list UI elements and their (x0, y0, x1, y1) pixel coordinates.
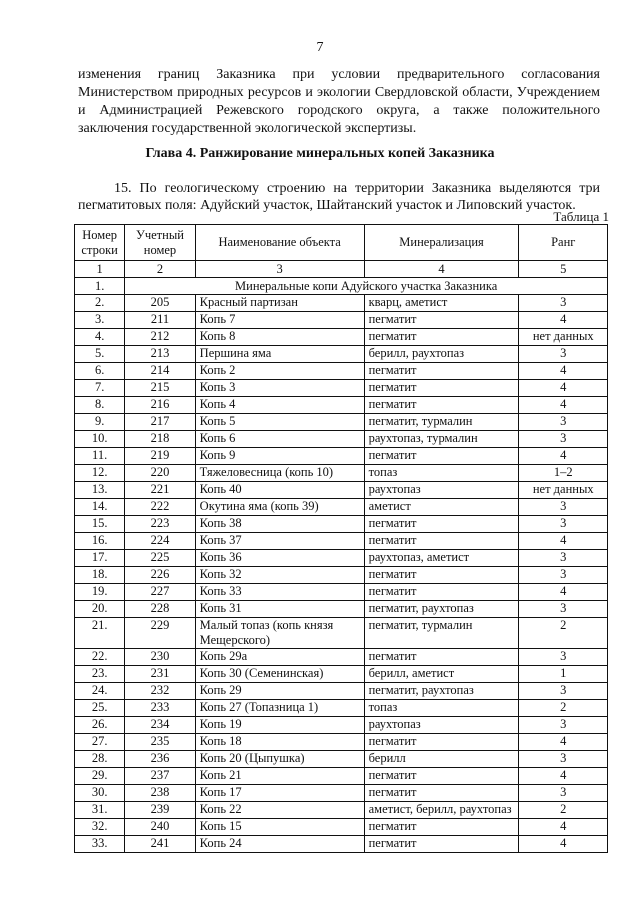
mineralization-cell: пегматит (364, 363, 519, 380)
row-number-cell: 30. (75, 785, 125, 802)
object-name-cell: Копь 29 (195, 683, 364, 700)
row-number-cell: 2. (75, 295, 125, 312)
rank-cell: 2 (519, 618, 608, 649)
mineralization-cell: кварц, аметист (364, 295, 519, 312)
table-row (75, 516, 608, 533)
object-name-cell: Копь 8 (195, 329, 364, 346)
object-name-cell: Копь 21 (195, 768, 364, 785)
row-number-cell: 23. (75, 666, 125, 683)
rank-cell: 3 (519, 785, 608, 802)
account-number-cell: 235 (125, 734, 195, 751)
header-object-name: Наименование объекта (195, 225, 364, 261)
row-number-cell: 13. (75, 482, 125, 499)
mineralization-cell: пегматит, турмалин (364, 414, 519, 431)
section-row-title: Минеральные копи Адуйского участка Заказника (125, 278, 608, 295)
mineralization-cell: пегматит, раухтопаз (364, 683, 519, 700)
account-number-cell: 230 (125, 649, 195, 666)
mineralization-cell: пегматит, раухтопаз (364, 601, 519, 618)
row-number-cell: 20. (75, 601, 125, 618)
table-row (75, 584, 608, 601)
row-number-cell: 12. (75, 465, 125, 482)
index-cell: 3 (195, 261, 364, 278)
rank-cell: 3 (519, 601, 608, 618)
mineralization-cell: аметист (364, 499, 519, 516)
rank-cell: 4 (519, 734, 608, 751)
index-cell: 4 (364, 261, 519, 278)
row-number-cell: 33. (75, 836, 125, 853)
account-number-cell: 205 (125, 295, 195, 312)
rank-cell: 4 (519, 380, 608, 397)
rank-cell: 1 (519, 666, 608, 683)
account-number-cell: 218 (125, 431, 195, 448)
mines-table (74, 224, 608, 853)
mineralization-cell: пегматит (364, 448, 519, 465)
mineralization-cell: топаз (364, 700, 519, 717)
mineralization-cell: берилл (364, 751, 519, 768)
row-number-cell: 8. (75, 397, 125, 414)
account-number-cell: 223 (125, 516, 195, 533)
rank-cell: 2 (519, 802, 608, 819)
object-name-cell: Копь 17 (195, 785, 364, 802)
rank-cell: 4 (519, 584, 608, 601)
table-row (75, 785, 608, 802)
account-number-cell: 216 (125, 397, 195, 414)
object-name-cell: Копь 31 (195, 601, 364, 618)
rank-cell: 3 (519, 751, 608, 768)
mineralization-cell: пегматит (364, 819, 519, 836)
account-number-cell: 241 (125, 836, 195, 853)
table-row (75, 802, 608, 819)
table-row (75, 397, 608, 414)
table-row (75, 482, 608, 499)
object-name-cell: Копь 32 (195, 567, 364, 584)
table-row (75, 683, 608, 700)
index-cell: 1 (75, 261, 125, 278)
table-row (75, 666, 608, 683)
row-number-cell: 9. (75, 414, 125, 431)
table-row (75, 768, 608, 785)
table-header (75, 225, 608, 295)
row-number-cell: 28. (75, 751, 125, 768)
mineralization-cell: пегматит, турмалин (364, 618, 519, 649)
object-name-cell: Копь 20 (Цыпушка) (195, 751, 364, 768)
mineralization-cell: пегматит (364, 734, 519, 751)
row-number-cell: 29. (75, 768, 125, 785)
object-name-cell: Копь 40 (195, 482, 364, 499)
table-row (75, 499, 608, 516)
mineralization-cell: пегматит (364, 836, 519, 853)
object-name-cell: Малый топаз (копь князя Мещерского) (195, 618, 364, 649)
rank-cell: 3 (519, 499, 608, 516)
mineralization-cell: раухтопаз (364, 482, 519, 499)
table-row (75, 618, 608, 649)
mineralization-cell: топаз (364, 465, 519, 482)
mineralization-cell: пегматит (364, 312, 519, 329)
rank-cell: 2 (519, 700, 608, 717)
section-row-number: 1. (75, 278, 125, 295)
rank-cell: 4 (519, 448, 608, 465)
rank-cell: нет данных (519, 482, 608, 499)
rank-cell: 3 (519, 683, 608, 700)
row-number-cell: 27. (75, 734, 125, 751)
rank-cell: 4 (519, 363, 608, 380)
account-number-cell: 225 (125, 550, 195, 567)
row-number-cell: 14. (75, 499, 125, 516)
page-number: 7 (316, 40, 324, 55)
rank-cell: нет данных (519, 329, 608, 346)
mineralization-cell: аметист, берилл, раухтопаз (364, 802, 519, 819)
account-number-cell: 211 (125, 312, 195, 329)
object-name-cell: Копь 15 (195, 819, 364, 836)
mineralization-cell: пегматит (364, 533, 519, 550)
mineralization-cell: пегматит (364, 380, 519, 397)
table-row (75, 836, 608, 853)
account-number-cell: 213 (125, 346, 195, 363)
account-number-cell: 219 (125, 448, 195, 465)
account-number-cell: 233 (125, 700, 195, 717)
account-number-cell: 238 (125, 785, 195, 802)
row-number-cell: 21. (75, 618, 125, 649)
account-number-cell: 236 (125, 751, 195, 768)
object-name-cell: Копь 9 (195, 448, 364, 465)
object-name-cell: Копь 38 (195, 516, 364, 533)
chapter-title: Глава 4. Ранжирование минеральных копей Заказника (145, 146, 495, 161)
table-caption: Таблица 1 (553, 209, 609, 224)
rank-cell: 3 (519, 346, 608, 363)
mineralization-cell: раухтопаз, турмалин (364, 431, 519, 448)
account-number-cell: 237 (125, 768, 195, 785)
mineralization-cell: пегматит (364, 584, 519, 601)
table-row (75, 734, 608, 751)
rank-cell: 4 (519, 836, 608, 853)
mineralization-cell: пегматит (364, 768, 519, 785)
account-number-cell: 222 (125, 499, 195, 516)
table-row (75, 751, 608, 768)
rank-cell: 1–2 (519, 465, 608, 482)
index-cell: 5 (519, 261, 608, 278)
row-number-cell: 24. (75, 683, 125, 700)
mineralization-cell: берилл, аметист (364, 666, 519, 683)
object-name-cell: Копь 24 (195, 836, 364, 853)
object-name-cell: Копь 7 (195, 312, 364, 329)
object-name-cell: Копь 6 (195, 431, 364, 448)
row-number-cell: 7. (75, 380, 125, 397)
table-row (75, 717, 608, 734)
account-number-cell: 239 (125, 802, 195, 819)
table-row (75, 700, 608, 717)
account-number-cell: 231 (125, 666, 195, 683)
mineralization-cell: раухтопаз (364, 717, 519, 734)
index-cell: 2 (125, 261, 195, 278)
object-name-cell: Копь 30 (Семенинская) (195, 666, 364, 683)
account-number-cell: 221 (125, 482, 195, 499)
header-row-number: Номер строки (75, 225, 125, 261)
row-number-cell: 31. (75, 802, 125, 819)
row-number-cell: 15. (75, 516, 125, 533)
header-rank: Ранг (519, 225, 608, 261)
table-body (75, 295, 608, 853)
account-number-cell: 217 (125, 414, 195, 431)
row-number-cell: 10. (75, 431, 125, 448)
table-row (75, 414, 608, 431)
rank-cell: 4 (519, 312, 608, 329)
table-row (75, 533, 608, 550)
table-row (75, 550, 608, 567)
header-mineralization: Минерализация (364, 225, 519, 261)
header-account-number: Учетный номер (125, 225, 195, 261)
rank-cell: 3 (519, 414, 608, 431)
object-name-cell: Красный партизан (195, 295, 364, 312)
rank-cell: 4 (519, 768, 608, 785)
row-number-cell: 5. (75, 346, 125, 363)
object-name-cell: Копь 33 (195, 584, 364, 601)
mineralization-cell: пегматит (364, 397, 519, 414)
table-row (75, 448, 608, 465)
table-row (75, 819, 608, 836)
account-number-cell: 226 (125, 567, 195, 584)
mineralization-cell: берилл, раухтопаз (364, 346, 519, 363)
rank-cell: 3 (519, 567, 608, 584)
table-row (75, 431, 608, 448)
rank-cell: 4 (519, 819, 608, 836)
account-number-cell: 212 (125, 329, 195, 346)
row-number-cell: 26. (75, 717, 125, 734)
table-row (75, 329, 608, 346)
account-number-cell: 234 (125, 717, 195, 734)
object-name-cell: Тяжеловесница (копь 10) (195, 465, 364, 482)
object-name-cell: Копь 22 (195, 802, 364, 819)
table-row (75, 380, 608, 397)
mineralization-cell: раухтопаз, аметист (364, 550, 519, 567)
object-name-cell: Копь 5 (195, 414, 364, 431)
object-name-cell: Копь 36 (195, 550, 364, 567)
row-number-cell: 11. (75, 448, 125, 465)
rank-cell: 4 (519, 533, 608, 550)
account-number-cell: 240 (125, 819, 195, 836)
rank-cell: 4 (519, 397, 608, 414)
rank-cell: 3 (519, 516, 608, 533)
mineralization-cell: пегматит (364, 785, 519, 802)
row-number-cell: 4. (75, 329, 125, 346)
row-number-cell: 6. (75, 363, 125, 380)
account-number-cell: 228 (125, 601, 195, 618)
object-name-cell: Копь 19 (195, 717, 364, 734)
account-number-cell: 227 (125, 584, 195, 601)
table-row (75, 649, 608, 666)
table-row (75, 312, 608, 329)
object-name-cell: Копь 29а (195, 649, 364, 666)
row-number-cell: 19. (75, 584, 125, 601)
object-name-cell: Першина яма (195, 346, 364, 363)
row-number-cell: 16. (75, 533, 125, 550)
row-number-cell: 18. (75, 567, 125, 584)
row-number-cell: 25. (75, 700, 125, 717)
table-row (75, 363, 608, 380)
rank-cell: 3 (519, 550, 608, 567)
rank-cell: 3 (519, 431, 608, 448)
account-number-cell: 214 (125, 363, 195, 380)
object-name-cell: Копь 27 (Топазница 1) (195, 700, 364, 717)
account-number-cell: 220 (125, 465, 195, 482)
account-number-cell: 232 (125, 683, 195, 700)
account-number-cell: 224 (125, 533, 195, 550)
mineralization-cell: пегматит (364, 516, 519, 533)
mineralization-cell: пегматит (364, 567, 519, 584)
rank-cell: 3 (519, 717, 608, 734)
object-name-cell: Копь 3 (195, 380, 364, 397)
row-number-cell: 32. (75, 819, 125, 836)
object-name-cell: Окутина яма (копь 39) (195, 499, 364, 516)
table-row (75, 601, 608, 618)
object-name-cell: Копь 2 (195, 363, 364, 380)
table-row (75, 295, 608, 312)
table-row (75, 567, 608, 584)
intro-paragraph: изменения границ Заказника при условии предварительного согласования Министерством природных ресурсов и экологии Свердловской области, Учреждением и Администрацией Режевского городского округа, а также положительного заключения государственной экологической экспертизы. (78, 67, 600, 136)
table-row (75, 346, 608, 363)
account-number-cell: 229 (125, 618, 195, 649)
mineralization-cell: пегматит (364, 329, 519, 346)
object-name-cell: Копь 4 (195, 397, 364, 414)
table-row (75, 465, 608, 482)
row-number-cell: 3. (75, 312, 125, 329)
account-number-cell: 215 (125, 380, 195, 397)
rank-cell: 3 (519, 649, 608, 666)
rank-cell: 3 (519, 295, 608, 312)
row-number-cell: 22. (75, 649, 125, 666)
mineralization-cell: пегматит (364, 649, 519, 666)
object-name-cell: Копь 37 (195, 533, 364, 550)
section-paragraph: 15. По геологическому строению на территории Заказника выделяются три пегматитовых поля: Адуйский участок, Шайтанский участок и Липовский участок. (78, 181, 600, 213)
row-number-cell: 17. (75, 550, 125, 567)
object-name-cell: Копь 18 (195, 734, 364, 751)
